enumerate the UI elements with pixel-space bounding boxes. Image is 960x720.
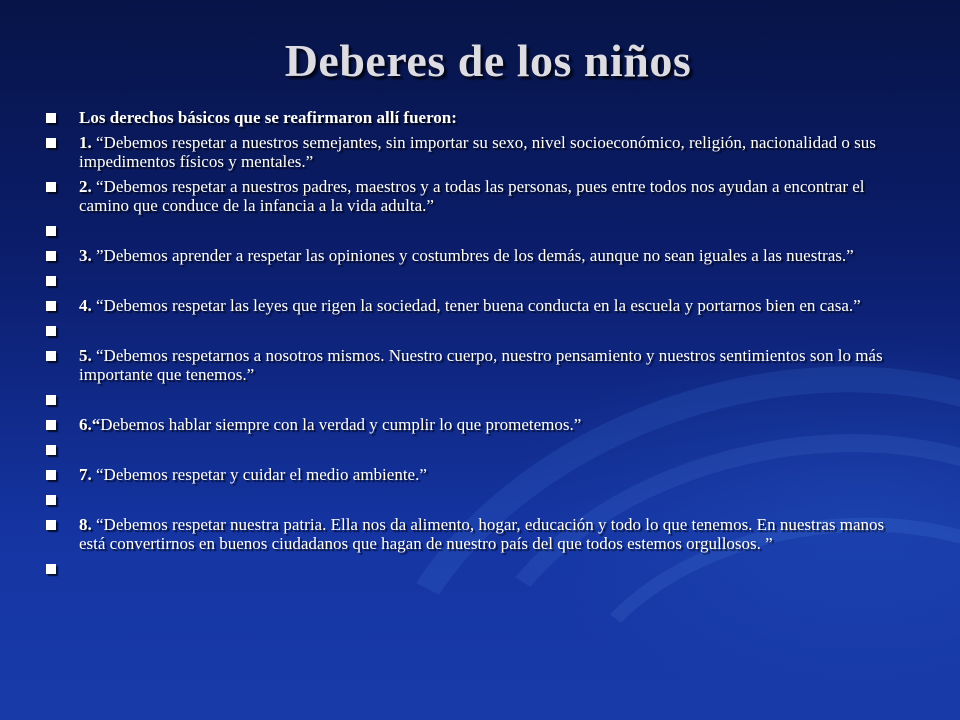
square-bullet-icon <box>46 351 56 361</box>
list-item-7 <box>46 465 910 484</box>
item-number: 2. <box>79 177 92 196</box>
item-number: 3. <box>79 246 92 265</box>
item-text: “Debemos respetarnos a nosotros mismos. Nuestro cuerpo, nuestro pensamiento y nuestros sentimientos son lo más importante que tenemos.” <box>79 346 883 384</box>
square-bullet-icon <box>46 182 56 192</box>
list-item-empty <box>46 440 910 459</box>
item-number: 1. <box>79 133 92 152</box>
item-text: ”Debemos aprender a respetar las opiniones y costumbres de los demás, aunque no sean iguales a las nuestras.” <box>91 246 854 265</box>
item-text: “Debemos respetar a nuestros padres, maestros y a todas las personas, pues entre todos nos ayudan a encontrar el camino que conduce de la infancia a la vida adulta.” <box>79 177 865 215</box>
square-bullet-icon <box>46 226 56 236</box>
square-bullet-icon <box>46 470 56 480</box>
list-item-6 <box>46 415 910 434</box>
list-item-1 <box>46 133 910 171</box>
bullet-list <box>46 108 910 584</box>
square-bullet-icon <box>46 445 56 455</box>
square-bullet-icon <box>46 251 56 261</box>
square-bullet-icon <box>46 520 56 530</box>
list-item-4 <box>46 296 910 315</box>
item-text: “Debemos respetar y cuidar el medio ambiente.” <box>91 465 427 484</box>
intro-text: Los derechos básicos que se reafirmaron allí fueron: <box>79 108 457 127</box>
item-number: 8. <box>79 515 92 534</box>
slide-title: Deberes de los niños <box>284 35 692 86</box>
square-bullet-icon <box>46 276 56 286</box>
item-text: “Debemos respetar a nuestros semejantes, sin importar su sexo, nivel socioeconómico, religión, nacionalidad o sus impedimentos físicos y mentales.” <box>79 133 876 171</box>
item-text: Debemos hablar siempre con la verdad y cumplir lo que prometemos.” <box>100 415 582 434</box>
square-bullet-icon <box>46 301 56 311</box>
item-text: “Debemos respetar las leyes que rigen la sociedad, tener buena conducta en la escuela y portarnos bien en casa.” <box>91 296 861 315</box>
list-item-empty <box>46 490 910 509</box>
list-item-2 <box>46 177 910 215</box>
list-item-3 <box>46 246 910 265</box>
list-item-empty <box>46 271 910 290</box>
square-bullet-icon <box>46 113 56 123</box>
square-bullet-icon <box>46 420 56 430</box>
list-item-empty <box>46 321 910 340</box>
item-number: 6.“ <box>79 415 101 434</box>
list-item-8 <box>46 515 910 553</box>
list-item-empty <box>46 390 910 409</box>
square-bullet-icon <box>46 138 56 148</box>
item-text: “Debemos respetar nuestra patria. Ella nos da alimento, hogar, educación y todo lo que tenemos. En nuestras manos está convertirnos en buenos ciudadanos que hagan de nuestro país del que todos estemos orgullosos. ” <box>79 515 885 553</box>
item-number: 4. <box>79 296 92 315</box>
list-item-empty <box>46 221 910 240</box>
square-bullet-icon <box>46 395 56 405</box>
item-number: 5. <box>79 346 92 365</box>
square-bullet-icon <box>46 326 56 336</box>
square-bullet-icon <box>46 564 56 574</box>
item-number: 7. <box>79 465 92 484</box>
list-item-intro <box>46 108 910 127</box>
square-bullet-icon <box>46 495 56 505</box>
list-item-5 <box>46 346 910 384</box>
list-item-empty <box>46 559 910 578</box>
